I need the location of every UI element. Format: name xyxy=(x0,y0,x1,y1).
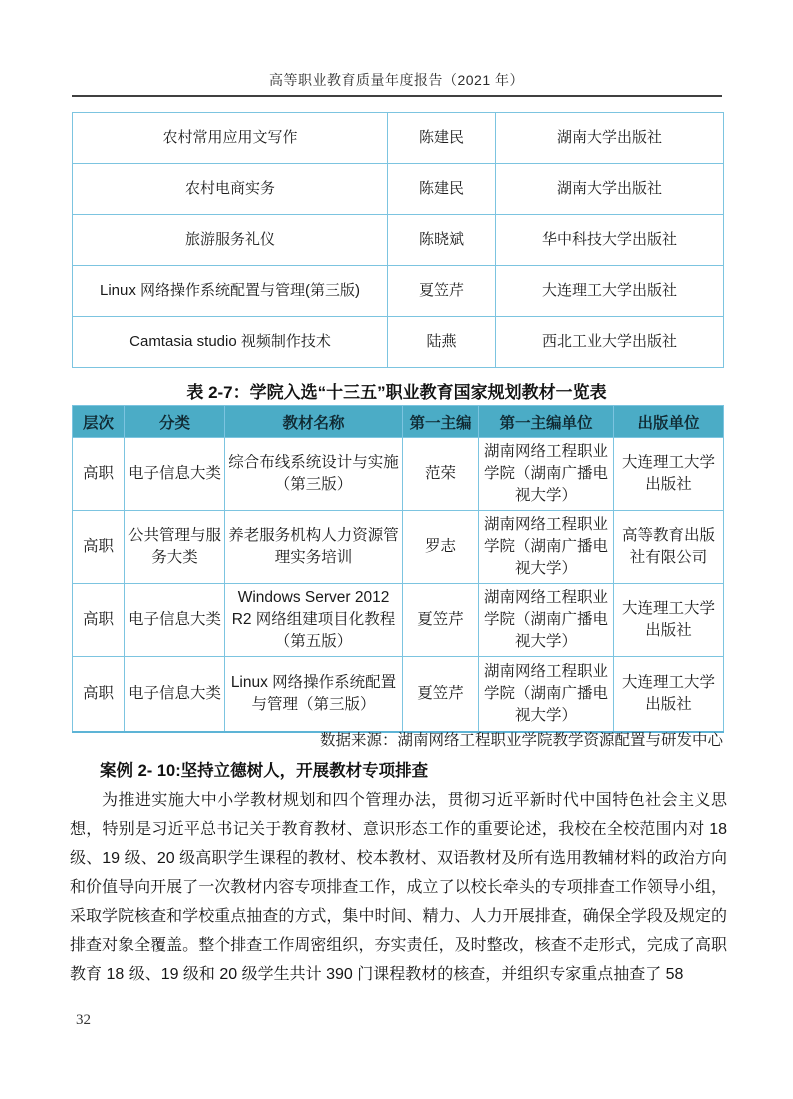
data-source-note: 数据来源：湖南网络工程职业学院教学资源配置与研发中心 xyxy=(319,732,723,749)
table-cell: 农村电商实务 xyxy=(73,164,388,215)
national-planning-textbook-table xyxy=(72,405,724,733)
table-row xyxy=(73,215,724,266)
table-row xyxy=(73,438,724,511)
table-cell: 湖南网络工程职业学院（湖南广播电视大学） xyxy=(479,584,614,657)
table-cell: 陆燕 xyxy=(388,317,496,368)
table-cell: 湖南网络工程职业学院（湖南广播电视大学） xyxy=(479,657,614,732)
table-cell: 大连理工大学出版社 xyxy=(496,266,724,317)
table-row xyxy=(73,266,724,317)
column-header: 出版单位 xyxy=(614,406,724,438)
table-cell: Linux 网络操作系统配置与管理(第三版) xyxy=(73,266,388,317)
table-cell: 大连理工大学出版社 xyxy=(614,657,724,732)
table-cell: 电子信息大类 xyxy=(125,657,225,732)
table-row xyxy=(73,657,724,732)
table-cell: 罗志 xyxy=(403,511,479,584)
table-cell: 湖南网络工程职业学院（湖南广播电视大学） xyxy=(479,438,614,511)
table-cell: 高职 xyxy=(73,511,125,584)
table-cell: Windows Server 2012 R2 网络组建项目化教程（第五版） xyxy=(225,584,403,657)
table-cell: 湖南大学出版社 xyxy=(496,164,724,215)
table-cell: 高职 xyxy=(73,584,125,657)
table-cell: 电子信息大类 xyxy=(125,438,225,511)
table-caption: 表 2-7：学院入选“十三五”职业教育国家规划教材一览表 xyxy=(186,383,607,402)
table-cell: 高职 xyxy=(73,438,125,511)
table-cell: 陈建民 xyxy=(388,164,496,215)
column-header: 分类 xyxy=(125,406,225,438)
table-cell: 夏笠芹 xyxy=(403,657,479,732)
table-cell: 公共管理与服务大类 xyxy=(125,511,225,584)
table-cell: 大连理工大学出版社 xyxy=(614,584,724,657)
table-cell: 农村常用应用文写作 xyxy=(73,113,388,164)
table-row xyxy=(73,164,724,215)
table-cell: Linux 网络操作系统配置与管理（第三版） xyxy=(225,657,403,732)
textbook-continuation-table xyxy=(72,112,724,368)
table-header-row xyxy=(73,406,724,438)
column-header: 第一主编单位 xyxy=(479,406,614,438)
table-row xyxy=(73,317,724,368)
table-cell: 夏笠芹 xyxy=(388,266,496,317)
table-cell: 综合布线系统设计与实施（第三版） xyxy=(225,438,403,511)
table-cell: 养老服务机构人力资源管理实务培训 xyxy=(225,511,403,584)
running-header-title: 高等职业教育质量年度报告（2021 年） xyxy=(268,72,525,88)
table-cell: 陈晓斌 xyxy=(388,215,496,266)
table-row xyxy=(73,113,724,164)
table-cell: 陈建民 xyxy=(388,113,496,164)
table-cell: 大连理工大学出版社 xyxy=(614,438,724,511)
table-row xyxy=(73,584,724,657)
body-paragraph: 为推进实施大中小学教材规划和四个管理办法，贯彻习近平新时代中国特色社会主义思想，特别是习近平总书记关于教育教材、意识形态工作的重要论述，我校在全校范围内对 18 级、19 级、20 级高职学生课程的教材、校本教材、双语教材及所有选用教辅材料的政治方向和价值导向开展了一次教材内容专项排查工作，成立了以校长牵头的专项排查工作领导小组，采取学院核查和学校重点抽查的方式，集中时间、精力、人力开展排查，确保全学段及规定的排查对象全覆盖。整个排查工作周密组织，夯实责任，及时整改，核查不走形式，完成了高职教育 18 级、19 级和 20 级学生共计 390 门课程教材的核查，并组织专家重点抽查了 58 xyxy=(70,792,727,983)
table-cell: 夏笠芹 xyxy=(403,584,479,657)
table-cell: 华中科技大学出版社 xyxy=(496,215,724,266)
header-rule xyxy=(72,95,722,97)
case-study-heading: 案例 2- 10:坚持立德树人，开展教材专项排查 xyxy=(100,762,429,780)
page-number: 32 xyxy=(76,1012,91,1028)
table-cell: 西北工业大学出版社 xyxy=(496,317,724,368)
column-header: 教材名称 xyxy=(225,406,403,438)
table-cell: 旅游服务礼仪 xyxy=(73,215,388,266)
table-cell: 高等教育出版社有限公司 xyxy=(614,511,724,584)
table-cell: 湖南大学出版社 xyxy=(496,113,724,164)
table-cell: 高职 xyxy=(73,657,125,732)
table-cell: 电子信息大类 xyxy=(125,584,225,657)
table-cell: 范荣 xyxy=(403,438,479,511)
column-header: 第一主编 xyxy=(403,406,479,438)
column-header: 层次 xyxy=(73,406,125,438)
table-row xyxy=(73,511,724,584)
table-cell: Camtasia studio 视频制作技术 xyxy=(73,317,388,368)
table-cell: 湖南网络工程职业学院（湖南广播电视大学） xyxy=(479,511,614,584)
